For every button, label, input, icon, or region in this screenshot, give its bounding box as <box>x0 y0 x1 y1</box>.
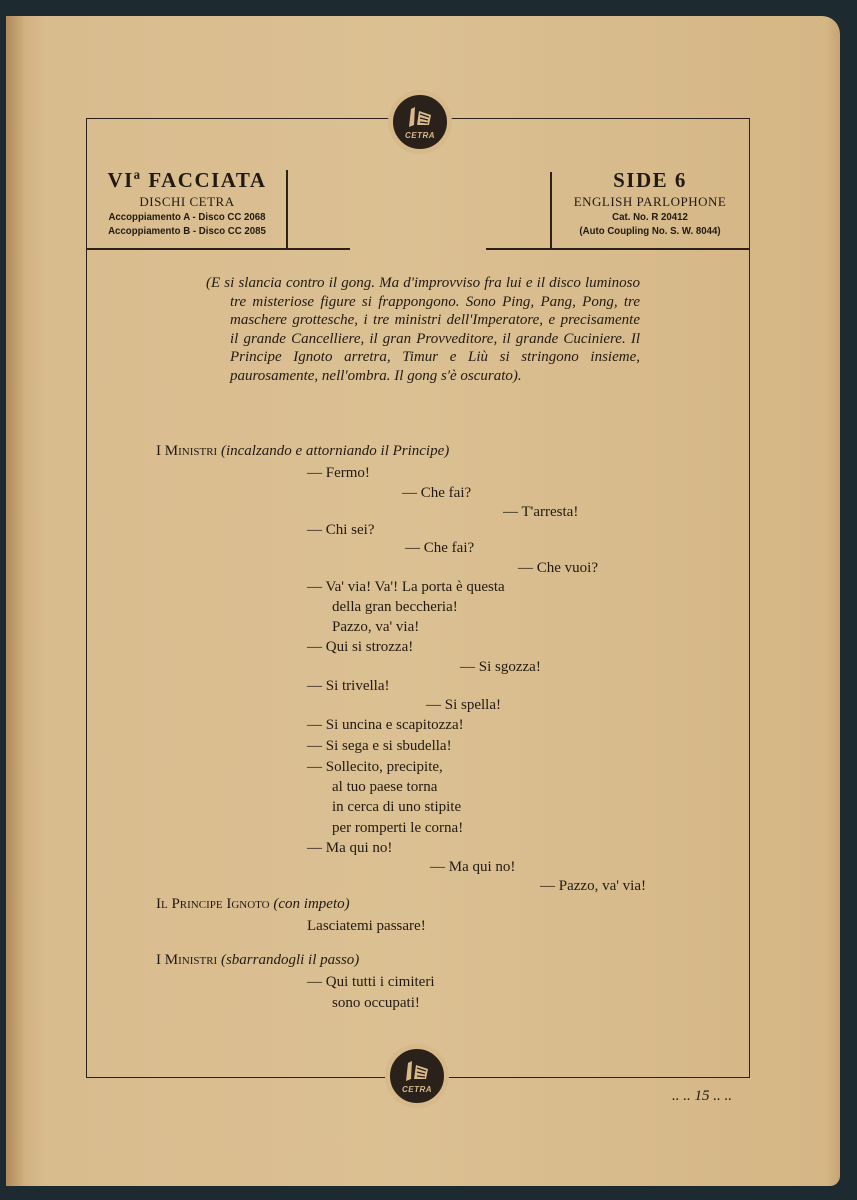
page-number: .. .. 15 .. .. <box>672 1088 732 1104</box>
cetra-label: DISCHI CETRA <box>139 194 235 209</box>
coupling-a: Accoppiamento A - Disco CC 2068 <box>108 211 266 223</box>
catalog-number: Cat. No. R 20412 <box>612 211 688 223</box>
dialogue-line: — Qui tutti i cimiteri <box>307 974 435 990</box>
dialogue-line: — Pazzo, va' via! <box>540 878 646 894</box>
header-left-divider <box>286 170 288 248</box>
logo-text: CETRA <box>404 131 436 140</box>
dialogue-line: — Si uncina e scapitozza! <box>307 717 464 733</box>
speaker-ministri-2: I Ministri (sbarrandogli il passo) <box>156 952 360 968</box>
dialogue-line: — Si spella! <box>426 697 501 713</box>
dialogue-line: Pazzo, va' via! <box>332 619 420 635</box>
dialogue-line: Lasciatemi passare! <box>307 918 426 934</box>
dialogue-line: — Fermo! <box>307 465 370 481</box>
header-left <box>88 168 286 238</box>
dialogue-line: — Sollecito, precipite, <box>307 759 443 775</box>
speaker-principe: Il Principe Ignoto (con impeto) <box>156 896 350 912</box>
dialogue-line: sono occupati! <box>332 995 420 1011</box>
dialogue-line: — Va' via! Va'! La porta è questa <box>307 579 505 595</box>
page-gutter <box>6 16 24 1186</box>
dialogue-line: — Si sgozza! <box>460 659 541 675</box>
dialogue-line: — Si sega e si sbudella! <box>307 738 452 754</box>
dialogue-line: — Qui si strozza! <box>307 639 414 655</box>
cetra-logo-top <box>391 93 449 151</box>
dialogue-line: — Che fai? <box>402 485 472 501</box>
dialogue-line: della gran beccheria! <box>332 599 458 615</box>
dialogue-line: — Che vuoi? <box>518 560 598 576</box>
auto-coupling: (Auto Coupling No. S. W. 8044) <box>579 225 721 237</box>
dialogue-line: — T'arresta! <box>503 504 579 520</box>
cetra-logo-bottom <box>388 1047 446 1105</box>
logo-text: CETRA <box>401 1085 433 1094</box>
header-right-divider <box>550 172 552 248</box>
dialogue-line: — Si trivella! <box>307 678 390 694</box>
lyre-icon <box>405 105 435 129</box>
speaker-ministri: I Ministri (incalzando e attorniando il Principe) <box>156 443 450 459</box>
stage-direction: (E si slancia contro il gong. Ma d'improvviso fra lui e il disco luminoso tre misteriose figure si frappongono. Sono Ping, Pang, Pong, tre maschere grottesche, i tre ministri dell'Imperatore, e precisamente il grande Cancelliere, il gran Provveditore, il grande Cuciniere. Il Principe Ignoto arretra, Timur e Liù si stringono insieme, paurosamente, nell'ombra. Il gong s'è oscurato). <box>206 275 640 384</box>
parlophone-label: ENGLISH PARLOPHONE <box>573 194 727 209</box>
dialogue-line: al tuo paese torna <box>332 779 438 795</box>
dialogue-line: in cerca di uno stipite <box>332 799 462 815</box>
side-title: SIDE 6 <box>613 168 687 192</box>
dialogue-line: — Chi sei? <box>307 522 375 538</box>
header-right-rule <box>486 248 750 250</box>
header-left-rule <box>86 248 350 250</box>
dialogue-line: — Che fai? <box>405 540 475 556</box>
coupling-b: Accoppiamento B - Disco CC 2085 <box>108 225 266 237</box>
lyre-icon <box>402 1059 432 1083</box>
facciata-title: VIª FACCIATA <box>107 168 267 192</box>
dialogue-line: per romperti le corna! <box>332 820 464 836</box>
header-right <box>552 168 748 238</box>
dialogue-line: — Ma qui no! <box>307 840 393 856</box>
dialogue-line: — Ma qui no! <box>430 859 516 875</box>
